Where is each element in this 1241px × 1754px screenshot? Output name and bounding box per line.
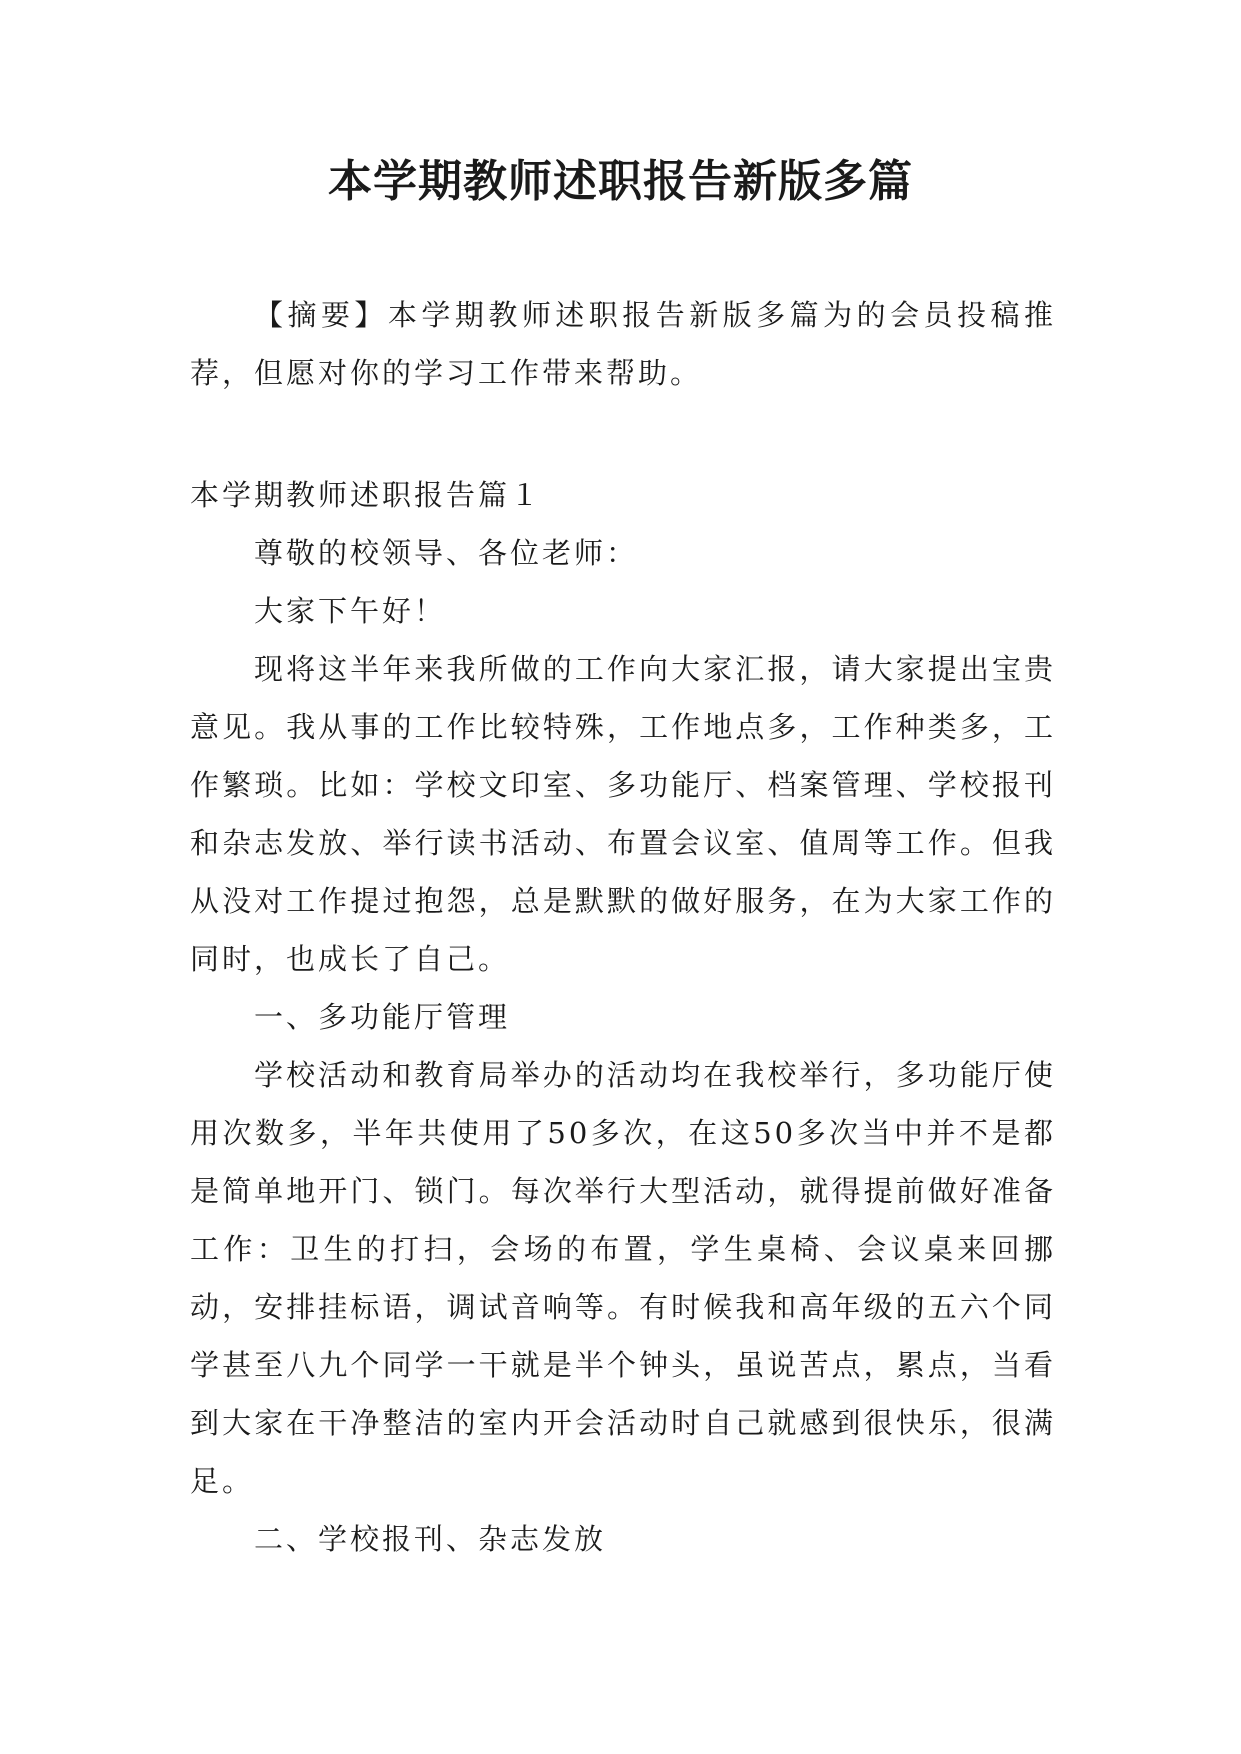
subheading-multifunction-hall: 一、多功能厅管理 <box>254 1000 511 1034</box>
abstract-block <box>190 286 1056 402</box>
document-body <box>190 466 1056 1568</box>
section-heading: 本学期教师述职报告篇１ <box>190 478 543 512</box>
abstract-paragraph: 【摘要】本学期教师述职报告新版多篇为的会员投稿推荐，但愿对你的学习工作带来帮助。 <box>190 298 1056 390</box>
subheading-periodicals: 二、学校报刊、杂志发放 <box>254 1522 607 1556</box>
intro-paragraph: 现将这半年来我所做的工作向大家汇报，请大家提出宝贵意见。我从事的工作比较特殊，工作地点多，工作种类多，工作繁琐。比如：学校文印室、多功能厅、档案管理、学校报刊和杂志发放、举行读书活动、布置会议室、值周等工作。但我从没对工作提过抱怨，总是默默的做好服务，在为大家工作的同时，也成长了自己。 <box>190 652 1056 976</box>
greeting-line: 尊敬的校领导、各位老师： <box>254 536 639 570</box>
document-title: 本学期教师述职报告新版多篇 <box>328 156 913 207</box>
salutation-line: 大家下午好！ <box>254 594 447 628</box>
multifunction-hall-paragraph: 学校活动和教育局举办的活动均在我校举行，多功能厅使用次数多，半年共使用了50多次，在这50多次当中并不是都是简单地开门、锁门。每次举行大型活动，就得提前做好准备工作：卫生的打扫，会场的布置，学生桌椅、会议桌来回挪动，安排挂标语，调试音响等。有时候我和高年级的五六个同学甚至八九个同学一干就是半个钟头，虽说苦点，累点，当看到大家在干净整洁的室内开会活动时自己就感到很快乐，很满足。 <box>190 1058 1056 1498</box>
